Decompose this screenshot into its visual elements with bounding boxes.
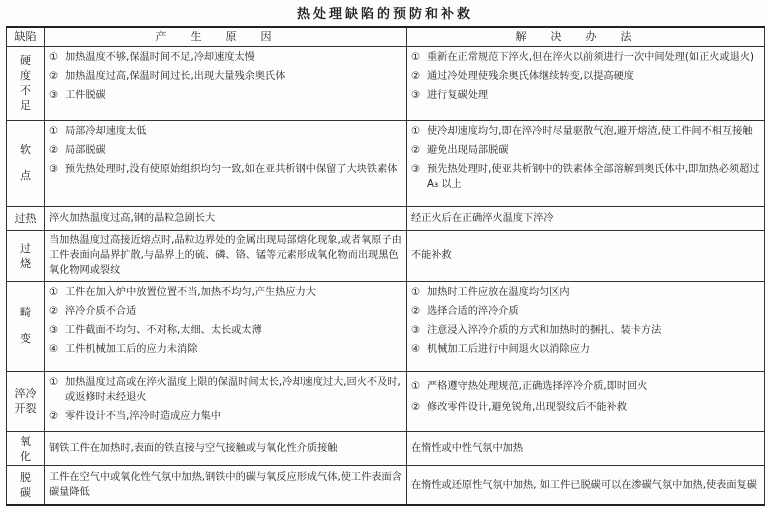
- list-item: ② 通过冷处理使残余奥氏体继续转变,以提高硬度: [411, 70, 634, 82]
- table-row: [7, 230, 765, 281]
- list-item: ② 局部脱碳: [49, 144, 106, 156]
- list-item: ① 工件在加入炉中放置位置不当,加热不均匀,产生热应力大: [49, 286, 316, 298]
- list-item: ② 淬冷介质不合适: [49, 305, 137, 317]
- cause-cell: [45, 281, 407, 371]
- cause-cell: [45, 372, 407, 431]
- list-item: ① 严格遵守热处理规范,正确选择淬冷介质,即时回火: [411, 381, 648, 393]
- list-item: ③ 工件脱碳: [49, 89, 106, 101]
- cause-cell: 钢铁工件在加热时,表面的铁直接与空气接触或与氧化性介质接触: [45, 431, 407, 466]
- table-row: [7, 431, 765, 466]
- defect-label: 脱碳: [7, 466, 45, 505]
- list-item: ① 加热温度过高或在淬火温度上限的保温时间太长,冷却速度过大,回火不及时,或返修时未经退火: [49, 377, 401, 404]
- page-title: 热处理缺陷的预防和补救: [296, 7, 473, 22]
- defect-label: 畸变: [7, 281, 45, 371]
- list-item: ② 零件设计不当,淬冷时造成应力集中: [49, 411, 222, 423]
- list-item: ③ 预先热处理时,使亚共析钢中的铁素体全部溶解到奥氏体中,即加热必须超过 A₃ 以上: [411, 163, 760, 190]
- solution-cell: 不能补救: [407, 230, 765, 281]
- list-item: ① 重新在正常规范下淬火,但在淬火以前须进行一次中间处理(如正火或退火): [411, 51, 754, 63]
- list-item: ① 加热温度不够,保温时间不足,冷却速度太慢: [49, 51, 255, 63]
- defect-label: 过热: [7, 206, 45, 230]
- solution-cell: 在惰性或还原性气氛中加热, 如工件已脱碳可以在渗碳气氛中加热,使表面复碳: [407, 466, 765, 505]
- list-item: ② 避免出现局部脱碳: [411, 144, 509, 156]
- header-row: [7, 27, 765, 46]
- list-item: ② 加热温度过高,保温时间过长,出现大量残余奥氏体: [49, 70, 286, 82]
- defect-label: 淬冷开裂: [7, 372, 45, 431]
- list-item: ④ 机械加工后进行中间退火以消除应力: [411, 343, 590, 355]
- table-row: [7, 206, 765, 230]
- solution-cell: [407, 281, 765, 371]
- list-item: ④ 工件机械加工后的应力未消除: [49, 343, 198, 355]
- table-row: [7, 46, 765, 120]
- solution-cell: 经正火后在正确淬火温度下淬冷: [407, 206, 765, 230]
- list-item: ① 局部冷却速度太低: [49, 125, 147, 137]
- header-defect: 缺陷: [7, 27, 45, 46]
- defect-table: [6, 26, 765, 506]
- table-row: [7, 466, 765, 505]
- list-item: ③ 进行复碳处理: [411, 89, 489, 101]
- defect-label: 硬度不足: [7, 46, 45, 120]
- cause-cell: [45, 120, 407, 206]
- table-row: [7, 372, 765, 431]
- list-item: ② 修改零件设计,避免锐角,出现裂纹后不能补救: [411, 402, 628, 414]
- defect-label: 氧化: [7, 431, 45, 466]
- list-item: ③ 预先热处理时,没有使原始组织均匀一致,如在亚共析钢中保留了大块铁素体: [49, 163, 398, 175]
- table-row: [7, 281, 765, 371]
- solution-cell: 在惰性或中性气氛中加热: [407, 431, 765, 466]
- cause-cell: 当加热温度过高接近熔点时,晶粒边界处的金属出现局部熔化现象,或者氧原子由工件表面向晶界扩散,与晶界上的硫、磷、铬、锰等元素形成氧化物而出现黑色氧化物网或裂纹: [45, 230, 407, 281]
- list-item: ③ 工件截面不均匀、不对称,太细、太长或太薄: [49, 324, 262, 336]
- cause-cell: 淬火加热温度过高,钢的晶粒急剧长大: [45, 206, 407, 230]
- solution-cell: [407, 46, 765, 120]
- list-item: ② 选择合适的淬冷介质: [411, 305, 519, 317]
- solution-cell: [407, 372, 765, 431]
- cause-cell: [45, 46, 407, 120]
- list-item: ① 加热时工件应放在温度均匀区内: [411, 286, 570, 298]
- list-item: ③ 注意浸入淬冷介质的方式和加热时的捆扎、装卡方法: [411, 324, 662, 336]
- cause-cell: 工件在空气中或氧化性气氛中加热,钢铁中的碳与氧反应形成气体,使工件表面含碳量降低: [45, 466, 407, 505]
- defect-label: 软点: [7, 120, 45, 206]
- defect-label: 过烧: [7, 230, 45, 281]
- header-solution: 解决办法: [407, 27, 765, 46]
- table-row: [7, 120, 765, 206]
- solution-cell: [407, 120, 765, 206]
- list-item: ① 使冷却速度均匀,即在淬冷时尽量驱散气泡,避开熔渣,使工件间不相互接触: [411, 125, 753, 137]
- header-cause: 产生原因: [45, 27, 407, 46]
